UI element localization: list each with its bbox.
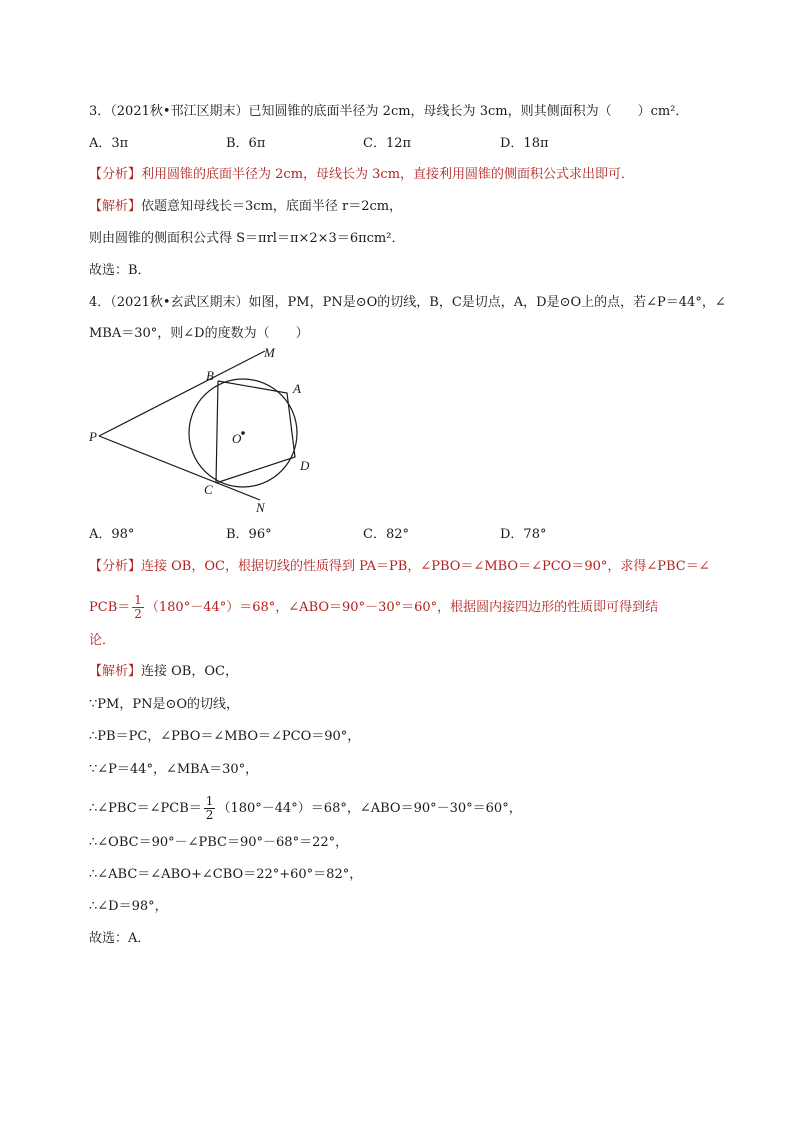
label-b: B (206, 368, 214, 383)
fraction-numerator: 1 (205, 794, 214, 808)
q4-source: （2021秋•玄武区期末） (110, 295, 249, 310)
tangent-pm (99, 351, 265, 436)
q3-analysis (89, 166, 634, 184)
q4-option-d: D．78° (500, 527, 547, 542)
q4-solution-line1 (89, 663, 238, 681)
q3-option-a: A．3π (89, 136, 129, 151)
q4-analysis-tag: 【分析】 (89, 559, 142, 574)
label-p: P (89, 429, 97, 444)
q4-analysis-3: 论． (89, 633, 116, 648)
label-n: N (256, 500, 265, 515)
q4-solution-2: ∵PM，PN是⊙O的切线， (89, 697, 240, 712)
q4-solution-8: ∴∠D＝98°， (89, 899, 168, 914)
q4-analysis-1: 连接 OB，OC，根据切线的性质得到 PA＝PB，∠PBO＝∠MBO＝∠PCO＝90°，求得∠PBC＝∠ (141, 559, 710, 574)
q4-solution-line5 (89, 795, 522, 822)
center-dot (241, 431, 245, 435)
q4-analysis-line1 (89, 558, 710, 576)
q3-stem: 已知圆锥的底面半径为 2cm，母线长为 3cm，则其侧面积为（ ）cm²． (248, 104, 689, 119)
q3-option-c: C．12π (363, 136, 412, 151)
q3-solution-tag: 【解析】 (89, 199, 142, 214)
q4-option-b: B．96° (226, 527, 272, 542)
q4-stem-1: 如图，PM，PN是⊙O的切线，B，C是切点，A，D是⊙O上的点，若∠P＝44°，∠ (248, 295, 726, 310)
q4-solution-6: ∴∠OBC＝90°－∠PBC＝90°－68°＝22°， (89, 835, 349, 850)
q4-answer: 故选：A． (89, 931, 151, 946)
fraction-denominator: 2 (205, 808, 214, 822)
q3-option-d: D．18π (500, 136, 549, 151)
q4-analysis-2b: （180°－44°）＝68°，∠ABO＝90°－30°＝60°，根据圆内接四边形的性质即可得到结 (145, 600, 659, 615)
q4-stem-2: MBA＝30°，则∠D的度数为（ ） (89, 326, 309, 341)
q4-solution-fraction (204, 795, 216, 822)
fraction-denominator: 2 (134, 607, 142, 621)
q4-solution-4: ∵∠P＝44°，∠MBA＝30°， (89, 762, 259, 777)
q3-solution-line1 (89, 198, 402, 216)
label-d: D (300, 458, 310, 473)
q4-option-c: C．82° (363, 527, 409, 542)
q4-number: 4． (89, 295, 111, 310)
q4-solution-5b: （180°－44°）＝68°，∠ABO＝90°－30°＝60°， (217, 801, 522, 816)
q4-geometry-figure (80, 345, 340, 520)
q3-analysis-text: 利用圆锥的底面半径为 2cm，母线长为 3cm，直接利用圆锥的侧面积公式求出即可． (141, 167, 635, 182)
label-c: C (204, 482, 213, 497)
q4-solution-tag: 【解析】 (89, 664, 142, 679)
q3-number: 3． (89, 104, 111, 119)
q3-answer: 故选：B． (89, 263, 151, 278)
fraction-numerator: 1 (134, 593, 142, 607)
q4-solution-7: ∴∠ABC＝∠ABO+∠CBO＝22°+60°＝82°， (89, 867, 363, 882)
q4-stem-line1 (89, 294, 726, 312)
q4-solution-1: 连接 OB，OC， (141, 664, 238, 679)
q3-solution-2: 则由圆锥的侧面积公式得 S＝πrl＝π×2×3＝6πcm²． (89, 231, 405, 246)
q3-source: （2021秋•邗江区期末） (110, 104, 249, 119)
label-m: M (264, 345, 275, 360)
q3-solution-1: 依题意知母线长＝3cm，底面半径 r＝2cm， (141, 199, 403, 214)
chord-bc (216, 381, 218, 483)
q4-analysis-2a: PCB＝ (89, 600, 131, 615)
q3-stem-line (89, 103, 688, 121)
q3-option-b: B．6π (226, 136, 266, 151)
label-a: A (293, 381, 301, 396)
label-o: O (232, 431, 242, 446)
q4-analysis-line2 (89, 594, 658, 621)
q4-solution-3: ∴PB＝PC，∠PBO＝∠MBO＝∠PCO＝90°， (89, 729, 361, 744)
q3-analysis-tag: 【分析】 (89, 167, 142, 182)
q4-solution-5a: ∴∠PBC＝∠PCB＝ (89, 801, 202, 816)
q4-option-a: A．98° (89, 527, 135, 542)
q4-analysis-fraction (132, 594, 144, 621)
